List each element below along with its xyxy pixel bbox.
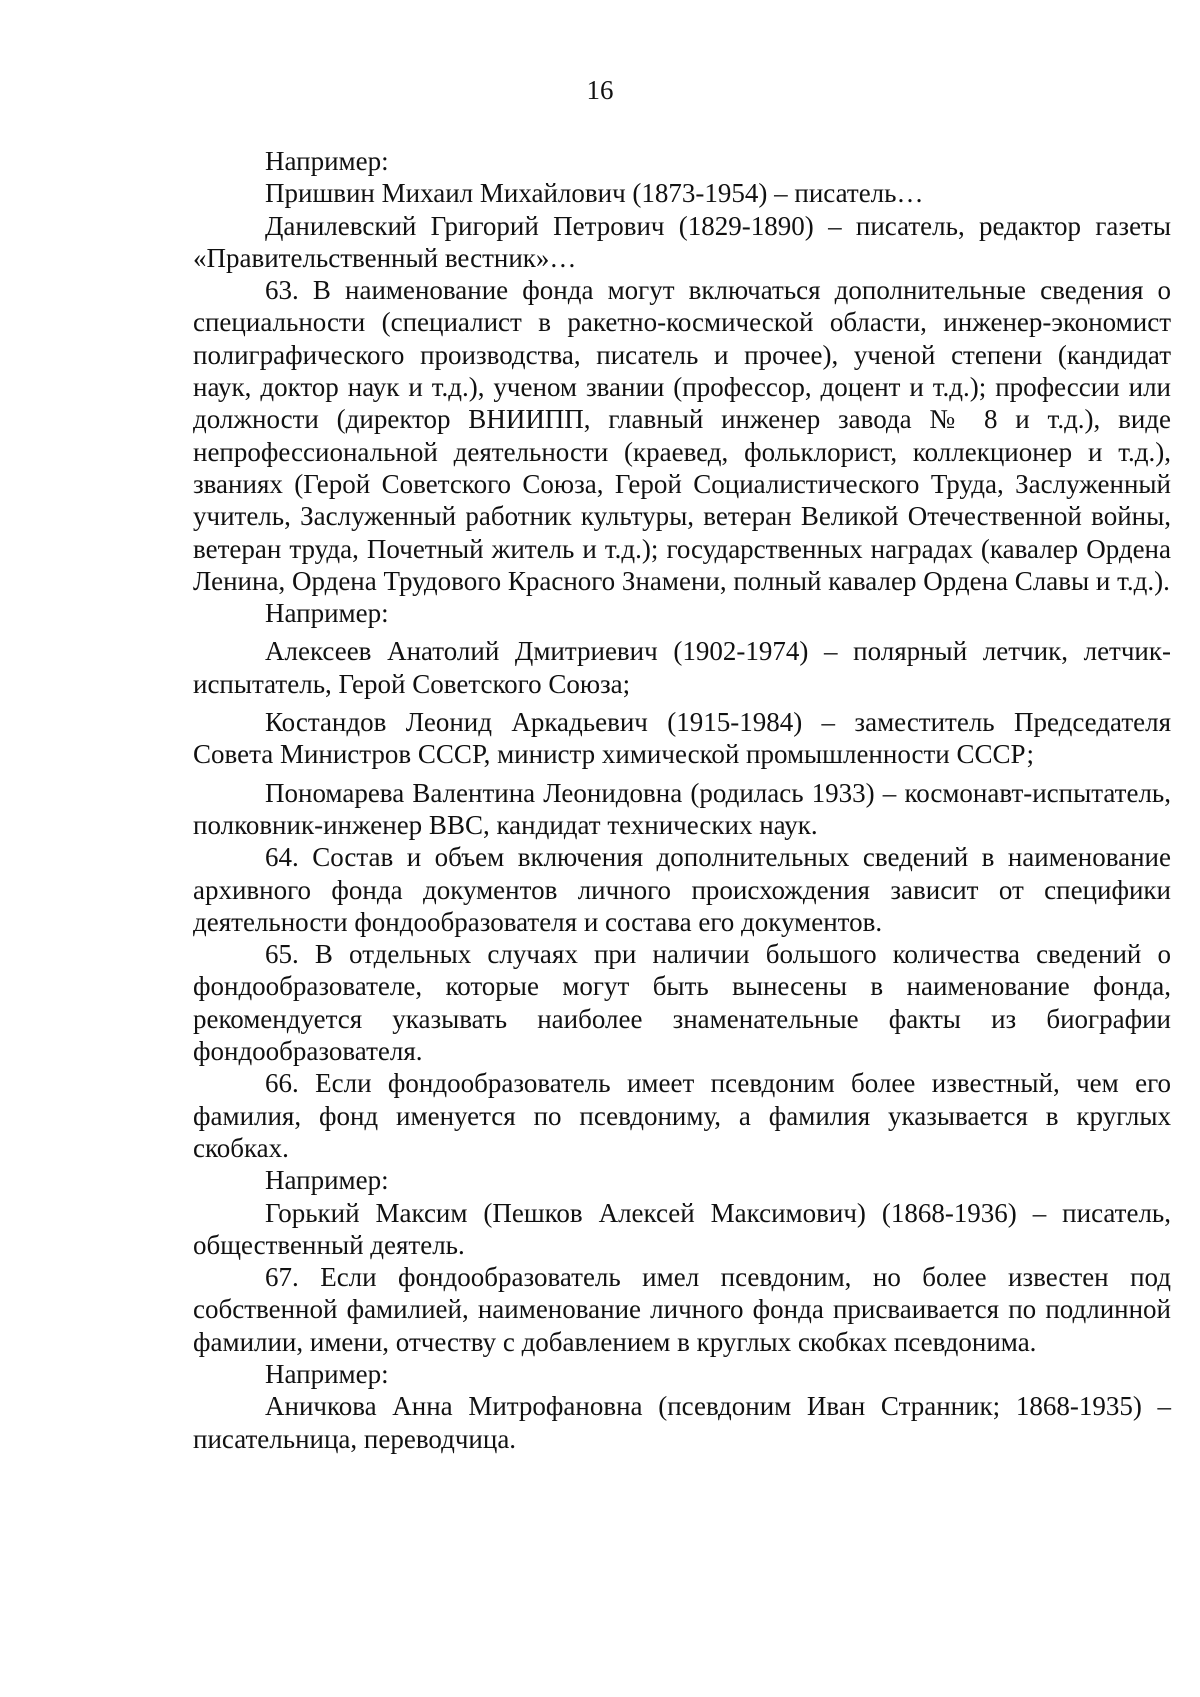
example-entry: Пришвин Михаил Михайлович (1873-1954) – писатель… [265,178,924,209]
page-number: 16 [586,75,614,105]
example-entry: Костандов Леонид Аркадьевич (1915-1984) – заместитель Председателя Совета Министров СССР, министр химической промышленности СССР; [193,707,1171,770]
clause-63: 63. В наименование фонда могут включаться дополнительные сведения о специальности (специалист в ракетно-космической области, инженер-экономист полиграфического производства, писатель и прочее), ученой степени (кандидат наук, доктор наук и т.д.), ученом звании (профессор, доцент и т.д.); профессии или должности (директор ВНИИПП, главный инженер завода № 8 и т.д.), виде непрофессиональной деятельности (краевед, фольклорист, коллекционер и т.д.), званиях (Герой Советского Союза, Герой Социалистического Труда, Заслуженный учитель, Заслуженный работник культуры, ветеран Великой Отечественной войны, ветеран труда, Почетный житель и т.д.); государственных наградах (кавалер Ордена Ленина, Ордена Трудового Красного Знамени, полный кавалер Ордена Славы и т.д.). [193,275,1171,596]
example-entry: Пономарева Валентина Леонидовна (родилась 1933) – космонавт-испытатель, полковник-инженер ВВС, кандидат технических наук. [193,777,1171,840]
clause-65: 65. В отдельных случаях при наличии большого количества сведений о фондообразователе, которые могут быть вынесены в наименование фонда, рекомендуется указывать наиболее знаменательные факты из биографии фондообразователя. [193,939,1171,1067]
example-entry: Алексеев Анатолий Дмитриевич (1902-1974) – полярный летчик, летчик-испытатель, Герой Советского Союза; [193,636,1171,699]
example-entry: Аничкова Анна Митрофановна (псевдоним Иван Странник; 1868-1935) – писательница, переводчица. [193,1391,1171,1454]
document-body [193,145,1171,1455]
example-label: Например: [265,1358,389,1389]
example-entry: Данилевский Григорий Петрович (1829-1890) – писатель, редактор газеты «Правительственный вестник»… [193,210,1171,273]
example-label: Например: [265,1165,389,1196]
example-label: Например: [265,146,389,176]
clause-67: 67. Если фондообразователь имел псевдоним, но более известен под собственной фамилией, наименование личного фонда присваивается по подлинной фамилии, имени, отчеству с добавлением в круглых скобках псевдонима. [193,1262,1171,1357]
clause-66: 66. Если фондообразователь имеет псевдоним более известный, чем его фамилия, фонд именуется по псевдониму, а фамилия указывается в круглых скобках. [193,1068,1171,1163]
clause-64: 64. Состав и объем включения дополнительных сведений в наименование архивного фонда документов личного происхождения зависит от специфики деятельности фондообразователя и состава его документов. [193,842,1171,937]
example-label: Например: [265,598,389,629]
example-entry: Горький Максим (Пешков Алексей Максимович) (1868-1936) – писатель, общественный деятель. [193,1197,1171,1260]
